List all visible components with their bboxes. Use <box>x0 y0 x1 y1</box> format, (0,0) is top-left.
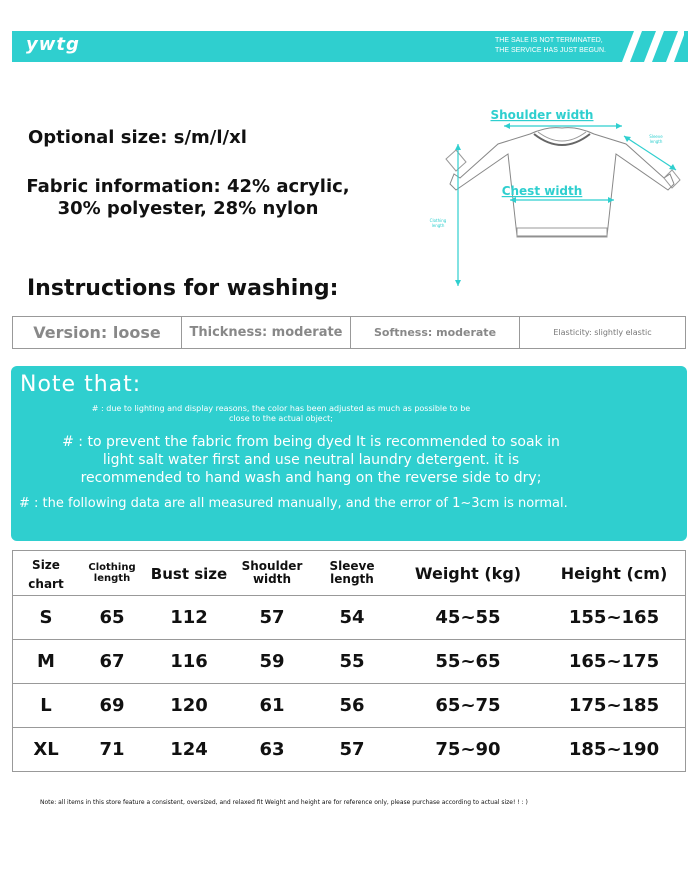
attr-softness: Softness: moderate <box>351 317 520 348</box>
cell-clothing-length: 69 <box>79 684 145 728</box>
table-header-row <box>13 551 686 596</box>
header-sleeve-length: Sleeve length <box>311 551 393 596</box>
cell-sleeve: 56 <box>311 684 393 728</box>
cell-shoulder: 61 <box>233 684 311 728</box>
size-table <box>12 550 686 772</box>
table-row <box>13 728 686 772</box>
header-shoulder-width: Shoulder width <box>233 551 311 596</box>
cell-height: 165~175 <box>543 640 686 684</box>
cell-height: 175~185 <box>543 684 686 728</box>
cell-weight: 55~65 <box>393 640 543 684</box>
note-box <box>11 366 687 541</box>
cell-clothing-length: 71 <box>79 728 145 772</box>
cell-weight: 45~55 <box>393 596 543 640</box>
note-title: Note that: <box>20 372 142 397</box>
cell-sleeve: 57 <box>311 728 393 772</box>
attr-thickness: Thickness: moderate <box>182 317 351 348</box>
header-bust-size: Bust size <box>145 551 233 596</box>
sweater-diagram <box>412 104 700 294</box>
footnote: Note: all items in this store feature a consistent, oversized, and relaxed fit Weight and height are for reference only, please purchase according to actual size! ! : ) <box>40 799 528 806</box>
cell-clothing-length: 65 <box>79 596 145 640</box>
note-item-lighting <box>11 404 551 424</box>
cell-height: 185~190 <box>543 728 686 772</box>
cell-height: 155~165 <box>543 596 686 640</box>
brand-logo: ywtg <box>26 34 80 55</box>
cell-bust: 116 <box>145 640 233 684</box>
optional-size: Optional size: s/m/l/xl <box>28 127 247 148</box>
cell-sleeve: 54 <box>311 596 393 640</box>
slogan-line-2: THE SERVICE HAS JUST BEGUN. <box>495 47 606 54</box>
clothing-length-label-2: length <box>431 223 445 228</box>
cell-size: XL <box>13 728 80 772</box>
attributes-row <box>12 316 686 349</box>
note-item-measurement: # : the following data are all measured manually, and the error of 1~3cm is normal. <box>19 496 568 511</box>
cell-weight: 65~75 <box>393 684 543 728</box>
header-banner <box>12 31 688 62</box>
table-row <box>13 684 686 728</box>
cell-size: M <box>13 640 80 684</box>
cell-bust: 124 <box>145 728 233 772</box>
sleeve-length-label-1: Sleeve <box>649 134 663 139</box>
slogan-line-1: THE SALE IS NOT TERMINATED, <box>495 37 603 44</box>
header-clothing-length: Clothing length <box>79 551 145 596</box>
cell-size: L <box>13 684 80 728</box>
cell-shoulder: 63 <box>233 728 311 772</box>
cell-bust: 112 <box>145 596 233 640</box>
cell-shoulder: 59 <box>233 640 311 684</box>
header-size-chart: Size chart <box>13 551 80 596</box>
cell-bust: 120 <box>145 684 233 728</box>
attr-version: Version: loose <box>13 317 182 348</box>
note-line-1b: close to the actual object; <box>229 414 333 423</box>
note-line-2b: light salt water first and use neutral laundry detergent. it is <box>102 452 520 468</box>
note-line-2a: # : to prevent the fabric from being dyed It is recommended to soak in <box>62 434 560 450</box>
slogan <box>495 36 606 56</box>
header-height: Height (cm) <box>543 551 686 596</box>
table-row <box>13 596 686 640</box>
fabric-info <box>18 176 358 220</box>
fabric-line-1: Fabric information: 42% acrylic, <box>26 176 350 197</box>
note-line-2c: recommended to hand wash and hang on the reverse side to dry; <box>80 470 542 486</box>
clothing-length-label-1: Clothing <box>429 218 447 223</box>
cell-weight: 75~90 <box>393 728 543 772</box>
chest-width-label: Chest width <box>501 184 583 198</box>
attr-elasticity: Elasticity: slightly elastic <box>553 328 652 337</box>
washing-title: Instructions for washing: <box>27 276 339 301</box>
note-item-washing <box>11 433 611 487</box>
note-line-1a: # : due to lighting and display reasons, the color has been adjusted as much as possible to be <box>91 404 471 413</box>
sleeve-length-label-2: length <box>649 139 663 144</box>
fabric-line-2: 30% polyester, 28% nylon <box>57 198 319 219</box>
cell-shoulder: 57 <box>233 596 311 640</box>
shoulder-width-label: Shoulder width <box>490 108 594 122</box>
cell-sleeve: 55 <box>311 640 393 684</box>
cell-size: S <box>13 596 80 640</box>
cell-clothing-length: 67 <box>79 640 145 684</box>
header-weight: Weight (kg) <box>393 551 543 596</box>
stripes-decoration <box>608 31 684 62</box>
table-row <box>13 640 686 684</box>
